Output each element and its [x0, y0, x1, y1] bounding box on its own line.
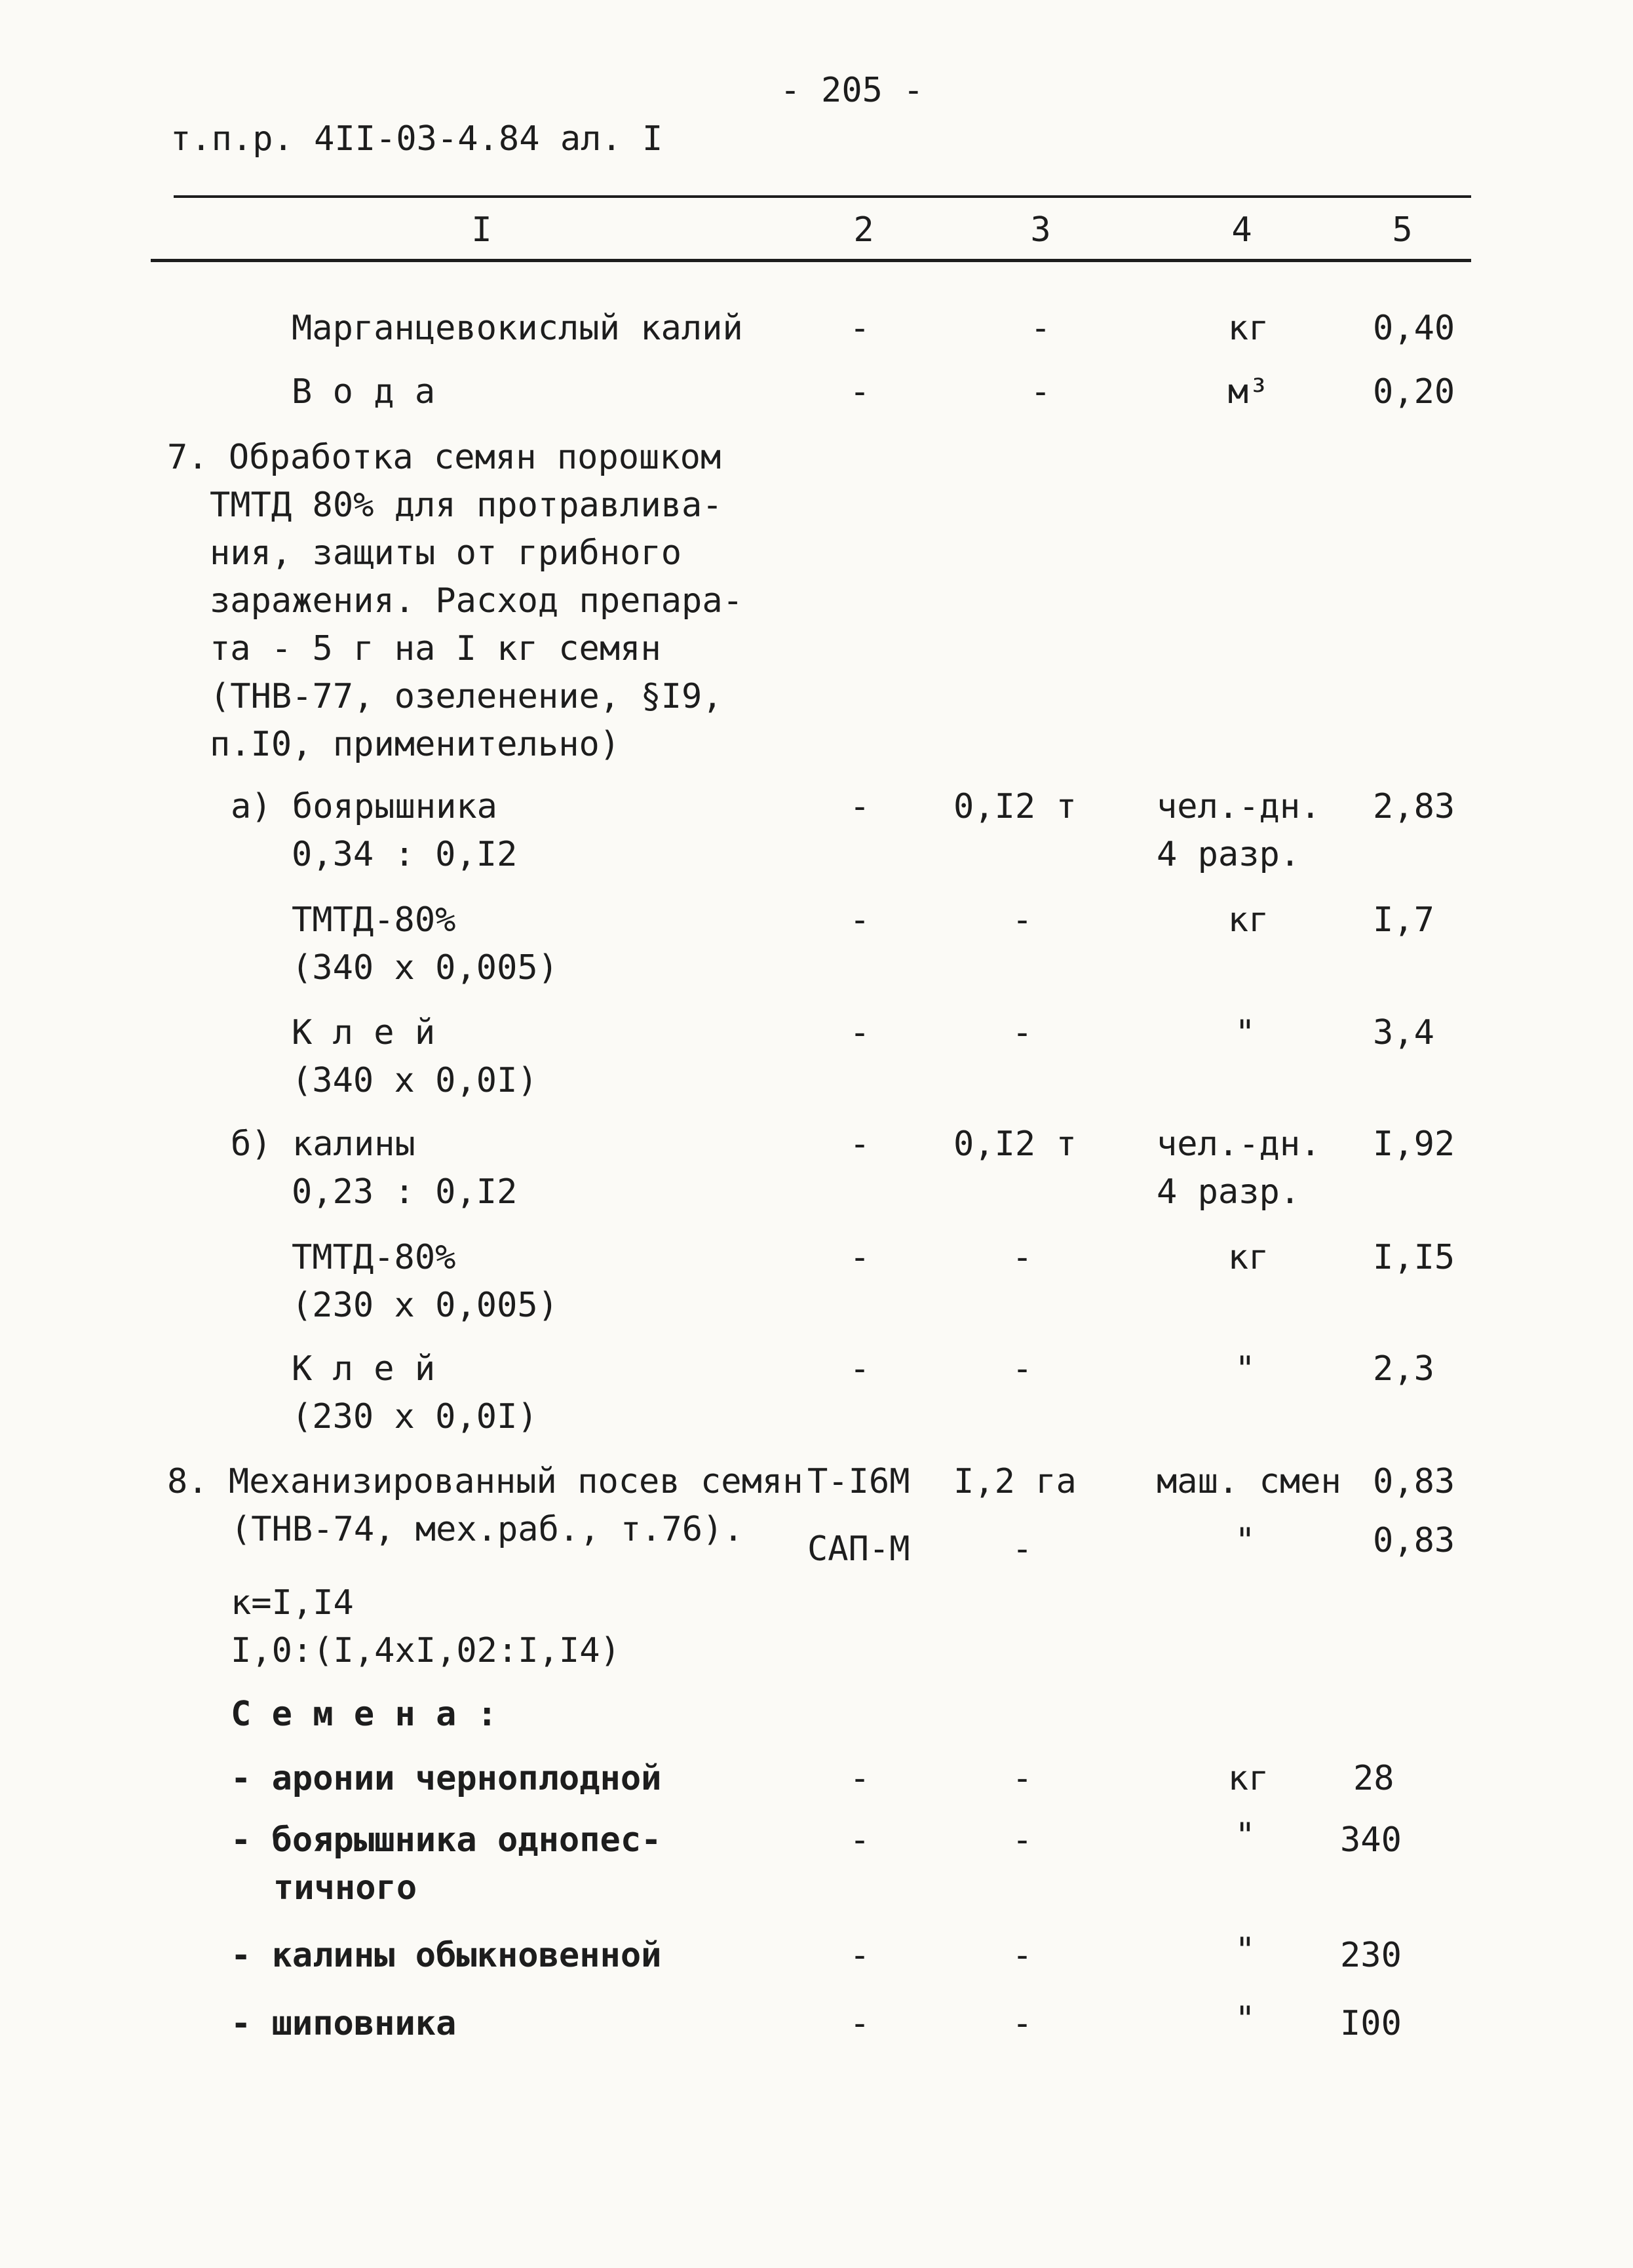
column-header-5: 5	[1392, 210, 1413, 250]
row-hawthorn-seeds-value: 340	[1340, 1820, 1402, 1860]
column-header-2: 2	[853, 210, 874, 250]
row-tmtd-hawthorn-formula: (340 x 0,005)	[292, 948, 558, 988]
document-reference: т.п.р. 4II-03-4.84 ал. I	[170, 119, 663, 159]
row-rosehip-seeds-unit: "	[1235, 1999, 1256, 2039]
item-7-line-4: заражения. Расход препара-	[210, 581, 743, 621]
row-hawthorn-treatment-col3: 0,I2 т	[953, 787, 1077, 826]
row-water-name: В о д а	[292, 372, 436, 412]
item-8-machine-2-value: 0,83	[1373, 1521, 1455, 1560]
column-header-1: I	[471, 210, 492, 250]
column-header-4: 4	[1231, 210, 1252, 250]
row-aronia-col3: -	[1012, 1759, 1033, 1798]
row-aronia-unit: кг	[1227, 1759, 1269, 1798]
item-8-machine-2-col3: -	[1012, 1529, 1033, 1569]
row-hawthorn-treatment-formula: 0,34 : 0,I2	[292, 835, 518, 874]
row-hawthorn-treatment-unit: чел.-дн.	[1157, 787, 1321, 826]
row-viburnum-seeds-col3: -	[1012, 1936, 1033, 1975]
item-8-machine-2-unit: "	[1235, 1521, 1256, 1560]
row-tmtd-viburnum-unit: кг	[1227, 1238, 1269, 1277]
row-water-col2: -	[849, 372, 870, 412]
row-viburnum-seeds-name: - калины обыкновенной	[231, 1936, 662, 1975]
row-potassium-permanganate-value: 0,40	[1373, 309, 1455, 348]
row-tmtd-hawthorn-col3: -	[1012, 900, 1033, 940]
row-tmtd-hawthorn-unit: кг	[1227, 900, 1269, 940]
row-hawthorn-treatment-grade: 4 разр.	[1157, 835, 1301, 874]
row-glue-hawthorn-value: 3,4	[1373, 1013, 1434, 1052]
row-potassium-permanganate-name: Марганцевокислый калий	[292, 309, 743, 348]
row-aronia-value: 28	[1353, 1759, 1394, 1798]
row-aronia-name: - аронии черноплодной	[231, 1759, 662, 1798]
row-glue-hawthorn-col3: -	[1012, 1013, 1033, 1052]
item-8-machine-1-value: 0,83	[1373, 1462, 1455, 1501]
row-viburnum-seeds-unit: "	[1235, 1931, 1256, 1970]
row-hawthorn-seeds-col3: -	[1012, 1820, 1033, 1860]
row-viburnum-seeds-col2: -	[849, 1936, 870, 1975]
item-8-machine-1-unit: маш. смен	[1157, 1462, 1341, 1501]
row-glue-hawthorn-col2: -	[849, 1013, 870, 1052]
row-tmtd-hawthorn-col2: -	[849, 900, 870, 940]
row-viburnum-seeds-value: 230	[1340, 1936, 1402, 1975]
item-8-reference: (ТНВ-74, мех.раб., т.76).	[231, 1510, 744, 1549]
row-water-unit: м³	[1227, 372, 1269, 412]
table-header-rule	[151, 259, 1471, 262]
item-7-line-7: п.I0, применительно)	[210, 725, 621, 764]
row-potassium-permanganate-col2: -	[849, 309, 870, 348]
row-hawthorn-treatment-name: а) боярышника	[231, 787, 497, 826]
row-tmtd-viburnum-formula: (230 x 0,005)	[292, 1286, 558, 1325]
row-hawthorn-seeds-name: - боярышника однопес-	[231, 1820, 662, 1860]
row-rosehip-seeds-col2: -	[849, 2004, 870, 2043]
row-hawthorn-treatment-col2: -	[849, 787, 870, 826]
row-glue-viburnum-formula: (230 x 0,0I)	[292, 1397, 538, 1436]
row-hawthorn-seeds-unit: "	[1235, 1816, 1256, 1855]
row-hawthorn-treatment-value: 2,83	[1373, 787, 1455, 826]
item-7-line-2: ТМТД 80% для протравлива-	[210, 486, 723, 525]
item-7-line-5: та - 5 г на I кг семян	[210, 629, 661, 668]
item-8-coefficient: к=I,I4	[231, 1583, 354, 1623]
row-viburnum-treatment-col2: -	[849, 1124, 870, 1164]
row-viburnum-treatment-unit: чел.-дн.	[1157, 1124, 1321, 1164]
row-glue-viburnum-unit: "	[1235, 1349, 1256, 1389]
item-7-line-1: 7. Обработка семян порошком	[167, 438, 721, 477]
row-tmtd-hawthorn-value: I,7	[1373, 900, 1434, 940]
row-viburnum-treatment-col3: 0,I2 т	[953, 1124, 1077, 1164]
row-water-col3: -	[1030, 372, 1051, 412]
row-glue-hawthorn-unit: "	[1235, 1013, 1256, 1052]
row-viburnum-treatment-grade: 4 разр.	[1157, 1172, 1301, 1212]
row-rosehip-seeds-value: I00	[1340, 2004, 1402, 2043]
row-glue-hawthorn-formula: (340 x 0,0I)	[292, 1061, 538, 1100]
seeds-heading: С е м е н а :	[231, 1695, 497, 1734]
row-tmtd-hawthorn-name: ТМТД-80%	[292, 900, 456, 940]
row-aronia-col2: -	[849, 1759, 870, 1798]
row-tmtd-viburnum-name: ТМТД-80%	[292, 1238, 456, 1277]
column-header-3: 3	[1030, 210, 1051, 250]
item-8-formula: I,0:(I,4xI,02:I,I4)	[231, 1631, 621, 1670]
row-glue-viburnum-col2: -	[849, 1349, 870, 1389]
row-tmtd-viburnum-col2: -	[849, 1238, 870, 1277]
row-tmtd-viburnum-col3: -	[1012, 1238, 1033, 1277]
item-8-machine-2: САП-М	[807, 1529, 910, 1569]
page-number: - 205 -	[780, 71, 924, 110]
item-8-machine-1: Т-I6М	[807, 1462, 910, 1501]
row-glue-hawthorn-name: К л е й	[292, 1013, 436, 1052]
row-glue-viburnum-col3: -	[1012, 1349, 1033, 1389]
row-viburnum-treatment-formula: 0,23 : 0,I2	[292, 1172, 518, 1212]
row-viburnum-treatment-name: б) калины	[231, 1124, 415, 1164]
item-7-line-6: (ТНВ-77, озеленение, §I9,	[210, 677, 723, 716]
row-glue-viburnum-name: К л е й	[292, 1349, 436, 1389]
row-water-value: 0,20	[1373, 372, 1455, 412]
item-8-title: 8. Механизированный посев семян	[167, 1462, 803, 1501]
item-7-line-3: ния, защиты от грибного	[210, 533, 682, 573]
row-tmtd-viburnum-value: I,I5	[1373, 1238, 1455, 1277]
row-rosehip-seeds-col3: -	[1012, 2004, 1033, 2043]
row-hawthorn-seeds-col2: -	[849, 1820, 870, 1860]
row-glue-viburnum-value: 2,3	[1373, 1349, 1434, 1389]
row-viburnum-treatment-value: I,92	[1373, 1124, 1455, 1164]
row-rosehip-seeds-name: - шиповника	[231, 2004, 457, 2043]
table-top-rule	[174, 195, 1471, 198]
row-potassium-permanganate-unit: кг	[1227, 309, 1269, 348]
row-hawthorn-seeds-name-cont: тичного	[273, 1868, 417, 1908]
row-potassium-permanganate-col3: -	[1030, 309, 1051, 348]
item-8-machine-1-area: I,2 га	[953, 1462, 1077, 1501]
